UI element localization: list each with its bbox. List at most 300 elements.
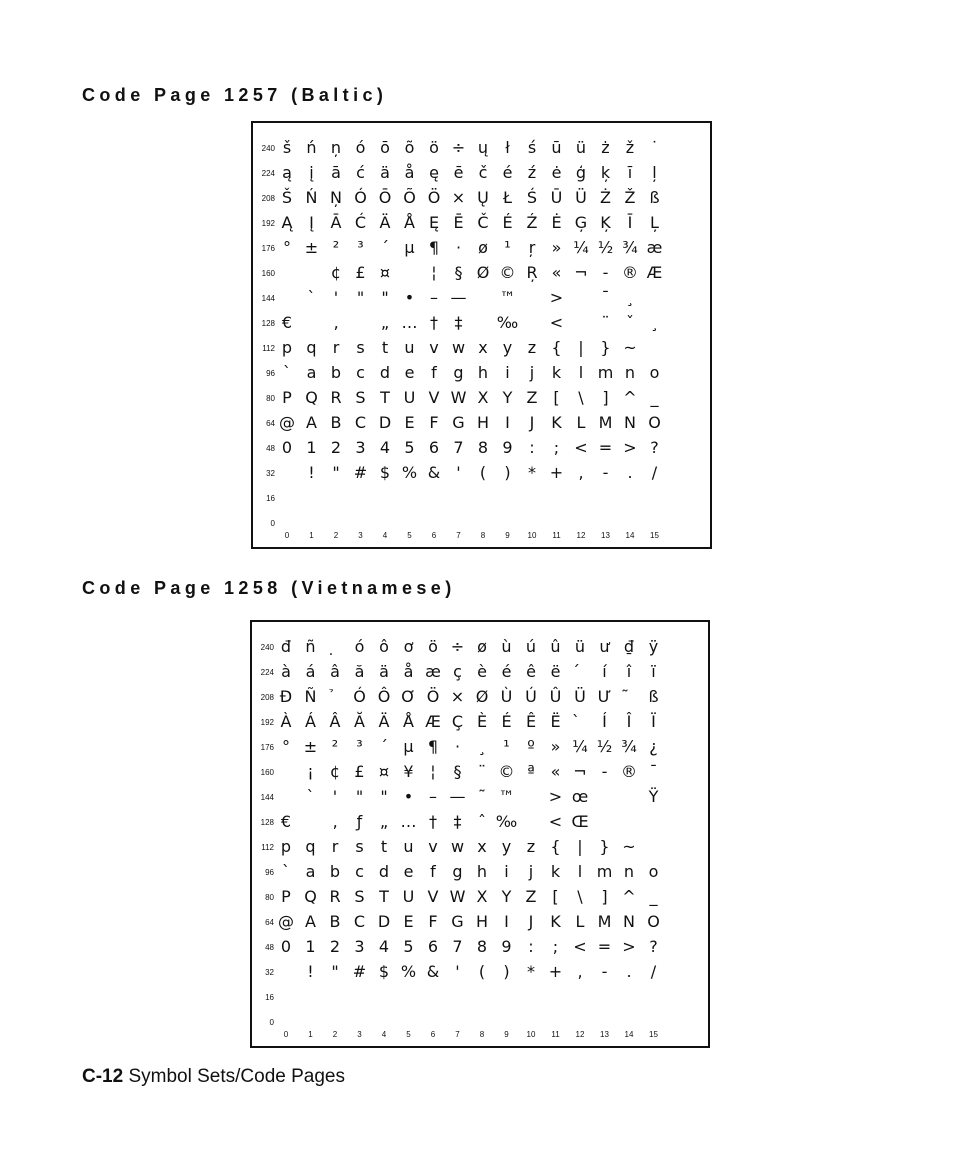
glyph-cell: j	[529, 363, 535, 382]
glyph-cell: "	[332, 463, 340, 482]
glyph-cell: S	[355, 388, 366, 407]
glyph-cell: l	[578, 363, 584, 382]
glyph-cell: Ö	[427, 188, 441, 207]
glyph-cell: Å	[403, 712, 414, 731]
glyph-cell: '	[455, 962, 460, 981]
glyph-cell: ü	[574, 637, 586, 656]
glyph-cell: @	[279, 413, 295, 432]
column-label: 5	[406, 1030, 411, 1039]
row-label: 80	[266, 394, 275, 403]
glyph-cell: 2	[329, 937, 341, 956]
glyph-cell: ¹	[504, 238, 511, 257]
glyph-cell: 0	[280, 937, 292, 956]
glyph-cell: /	[650, 962, 657, 981]
glyph-cell: ÿ	[648, 637, 659, 656]
column-label: 15	[650, 531, 659, 540]
column-label: 11	[552, 531, 561, 540]
glyph-cell: -	[602, 463, 609, 482]
glyph-cell: ¦	[430, 762, 436, 781]
row-label: 0	[270, 519, 275, 528]
column-label: 10	[527, 531, 537, 540]
column-label: 3	[357, 1030, 362, 1039]
glyph-cell: >	[623, 438, 637, 457]
glyph-cell: Â	[329, 712, 341, 731]
glyph-cell: M	[597, 912, 612, 931]
glyph-cell: a	[306, 363, 317, 382]
glyph-cell: Æ	[646, 263, 663, 282]
glyph-cell: ž	[625, 138, 635, 157]
glyph-cell: ų	[477, 138, 489, 157]
glyph-cell: ©	[498, 762, 515, 781]
glyph-cell: ż	[601, 138, 610, 157]
glyph-cell: Ë	[550, 712, 561, 731]
glyph-cell: z	[526, 837, 536, 856]
glyph-cell: ®	[621, 762, 637, 781]
glyph-cell: 3	[354, 937, 365, 956]
glyph-cell: "	[331, 962, 339, 981]
glyph-cell: ¿	[649, 737, 658, 756]
glyph-cell: z	[527, 338, 537, 357]
glyph-cell: 2	[330, 438, 342, 457]
glyph-cell: È	[476, 712, 488, 731]
glyph-cell: D	[378, 413, 392, 432]
row-label: 48	[265, 943, 274, 952]
row-label: 16	[266, 494, 275, 503]
glyph-cell: º	[527, 737, 535, 756]
glyph-cell: «	[550, 762, 561, 781]
glyph-cell: ,	[578, 463, 584, 482]
glyph-cell: W	[449, 887, 466, 906]
glyph-cell: n	[623, 862, 635, 881]
glyph-cell: ¨	[601, 313, 610, 332]
glyph-cell: †	[430, 313, 438, 332]
glyph-cell: Š	[281, 188, 293, 207]
column-label: 8	[479, 1030, 485, 1039]
glyph-cell: 9	[501, 937, 512, 956]
glyph-cell: ö	[429, 138, 439, 157]
column-label: 9	[505, 531, 510, 540]
code-page-1258-table	[250, 620, 710, 1048]
row-label: 80	[265, 893, 274, 902]
glyph-cell: y	[501, 837, 512, 856]
glyph-cell: æ	[646, 238, 663, 257]
glyph-cell: î	[626, 662, 632, 681]
glyph-cell: X	[477, 388, 489, 407]
glyph-cell: P	[281, 887, 291, 906]
glyph-cell: ¦	[431, 263, 437, 282]
glyph-cell: ¯	[601, 288, 610, 307]
glyph-cell: ]	[601, 887, 608, 906]
glyph-cell: ¶	[427, 737, 439, 756]
glyph-cell: )	[503, 962, 510, 981]
column-label: 13	[600, 1030, 609, 1039]
glyph-cell: ł	[505, 138, 510, 157]
glyph-cell: Ļ	[650, 213, 659, 232]
glyph-cell: .	[627, 463, 633, 482]
glyph-cell: t	[381, 338, 389, 357]
glyph-cell: <	[574, 438, 588, 457]
glyph-cell: đ	[280, 637, 292, 656]
column-label: 14	[624, 1030, 634, 1039]
glyph-cell: !	[308, 463, 315, 482]
glyph-cell: c	[356, 363, 365, 382]
glyph-cell: <	[548, 812, 563, 831]
glyph-cell: É	[502, 213, 513, 232]
glyph-cell: Ù	[500, 687, 513, 706]
row-label: 48	[266, 444, 275, 453]
glyph-cell: ą	[282, 163, 292, 182]
glyph-cell: ™	[498, 787, 515, 806]
glyph-cell: =	[598, 438, 613, 457]
glyph-cell: „	[379, 812, 389, 831]
glyph-cell: ģ	[575, 163, 587, 182]
glyph-cell: S	[354, 887, 365, 906]
glyph-cell: Ę	[428, 213, 440, 232]
glyph-cell: ª	[527, 762, 535, 781]
glyph-cell: Ģ	[574, 213, 588, 232]
glyph-cell: ¼	[572, 737, 588, 756]
column-label: 0	[283, 1030, 289, 1039]
glyph-cell: Ķ	[600, 213, 611, 232]
glyph-cell: ī	[627, 163, 633, 182]
glyph-cell: %	[401, 463, 418, 482]
glyph-cell: #	[352, 962, 367, 981]
glyph-cell: F	[428, 912, 438, 931]
code-page-1257-table	[251, 121, 712, 549]
glyph-cell: Ü	[575, 188, 587, 207]
glyph-cell: g	[453, 363, 464, 382]
glyph-cell: R	[329, 887, 341, 906]
glyph-cell: ˙	[650, 138, 659, 157]
glyph-cell: y	[502, 338, 513, 357]
glyph-cell: Z	[526, 388, 538, 407]
glyph-cell: Ê	[525, 712, 537, 731]
glyph-cell: ¡	[307, 762, 314, 781]
glyph-cell: ¨	[478, 762, 486, 781]
row-label: 96	[265, 868, 274, 877]
glyph-cell: ú	[525, 637, 537, 656]
row-label: 208	[261, 194, 275, 203]
glyph-cell: 4	[378, 937, 390, 956]
row-label: 16	[265, 993, 274, 1002]
glyph-cell: "	[380, 787, 388, 806]
column-label: 12	[576, 531, 586, 540]
glyph-cell: Õ	[403, 188, 416, 207]
glyph-cell: Î	[626, 712, 632, 731]
glyph-cell: }	[599, 837, 610, 856]
glyph-cell: ³	[357, 238, 364, 257]
glyph-cell: s	[355, 837, 364, 856]
glyph-cell: ¬	[573, 762, 587, 781]
column-label: 2	[332, 1030, 338, 1039]
glyph-cell: J	[529, 413, 535, 432]
glyph-cell: 5	[403, 937, 414, 956]
glyph-cell: E	[404, 413, 415, 432]
glyph-cell: Ä	[379, 213, 391, 232]
row-label: 0	[269, 1018, 274, 1027]
glyph-cell: N	[624, 413, 636, 432]
glyph-cell: &	[427, 463, 441, 482]
glyph-cell: ‡	[454, 313, 463, 332]
glyph-cell: á	[305, 662, 316, 681]
glyph-cell: ß	[649, 188, 660, 207]
glyph-cell: ‚	[333, 313, 339, 332]
glyph-cell: v	[428, 837, 438, 856]
glyph-cell: I	[504, 912, 509, 931]
glyph-cell: †	[429, 812, 437, 831]
column-label: 12	[575, 1030, 585, 1039]
glyph-cell: §	[454, 263, 463, 282]
glyph-cell: €	[281, 313, 293, 332]
glyph-cell: 7	[453, 438, 464, 457]
glyph-cell: b	[329, 862, 341, 881]
glyph-cell: ³	[356, 737, 363, 756]
column-label: 2	[333, 531, 339, 540]
glyph-cell: F	[429, 413, 439, 432]
glyph-cell: ]	[602, 388, 609, 407]
column-label: 13	[601, 531, 610, 540]
glyph-cell: s	[356, 338, 365, 357]
glyph-cell: U	[403, 388, 416, 407]
glyph-cell: t	[380, 837, 388, 856]
glyph-cell: :	[529, 438, 535, 457]
glyph-cell: Ł	[503, 188, 512, 207]
column-label: 4	[382, 531, 388, 540]
glyph-cell: ®	[622, 263, 638, 282]
glyph-cell: -	[601, 962, 608, 981]
glyph-cell: °	[282, 737, 290, 756]
glyph-cell: å	[404, 163, 415, 182]
glyph-cell: R	[330, 388, 342, 407]
glyph-cell: '	[333, 288, 339, 307]
glyph-cell: í	[602, 662, 607, 681]
glyph-cell: ¾	[621, 737, 637, 756]
column-label: 11	[551, 1030, 560, 1039]
glyph-cell: i	[505, 363, 510, 382]
glyph-cell: C	[354, 413, 367, 432]
glyph-cell: »	[551, 238, 562, 257]
glyph-cell: 7	[452, 937, 463, 956]
glyph-cell: m	[596, 862, 613, 881]
glyph-cell: ć	[356, 163, 365, 182]
glyph-cell: Đ	[279, 687, 293, 706]
glyph-cell: `	[282, 862, 290, 881]
glyph-cell: W	[450, 388, 467, 407]
glyph-cell: Ü	[574, 687, 586, 706]
glyph-cell: Ć	[354, 213, 367, 232]
glyph-cell: õ	[404, 138, 415, 157]
glyph-cell: ź	[527, 163, 537, 182]
glyph-cell: Ø	[476, 263, 490, 282]
glyph-cell: d	[379, 363, 391, 382]
glyph-cell: (	[479, 463, 487, 482]
glyph-cell: 3	[355, 438, 366, 457]
glyph-cell: ø	[477, 637, 487, 656]
glyph-cell: ¸	[650, 313, 659, 332]
glyph-cell: |	[577, 837, 583, 856]
row-label: 208	[260, 693, 274, 702]
glyph-cell: ©	[499, 263, 516, 282]
glyph-cell: â	[330, 662, 340, 681]
glyph-cell: 8	[476, 937, 488, 956]
glyph-cell: Ē	[453, 213, 464, 232]
glyph-cell: G	[451, 912, 464, 931]
row-label: 64	[266, 419, 275, 428]
glyph-cell	[617, 687, 641, 707]
glyph-cell: °	[283, 238, 291, 257]
glyph-cell: ļ	[652, 163, 657, 182]
glyph-cell: p	[281, 338, 293, 357]
glyph-cell: \	[577, 887, 583, 906]
row-label: 144	[261, 294, 275, 303]
glyph-cell: '	[456, 463, 461, 482]
glyph-cell: ¯	[649, 762, 658, 781]
column-label: 10	[526, 1030, 536, 1039]
glyph-cell: ė	[551, 163, 562, 182]
column-label: 1	[308, 1030, 313, 1039]
glyph-cell: <	[549, 313, 564, 332]
glyph-cell: Ă	[354, 712, 365, 731]
glyph-cell: µ	[404, 238, 415, 257]
glyph-cell: ^	[622, 887, 636, 906]
glyph-cell: ¶	[428, 238, 440, 257]
glyph-cell: –	[430, 288, 438, 307]
glyph-cell: ‚	[332, 812, 338, 831]
glyph-cell: ×	[451, 188, 466, 207]
glyph-cell: H	[475, 912, 489, 931]
glyph-cell: Ơ	[401, 687, 416, 706]
glyph-cell: Ų	[477, 188, 489, 207]
glyph-cell: ƒ	[356, 812, 363, 831]
glyph-cell: Q	[304, 887, 317, 906]
glyph-cell: @	[278, 912, 294, 931]
glyph-cell: O	[648, 413, 661, 432]
glyph-cell: Ż	[600, 188, 611, 207]
glyph-cell: Ė	[551, 213, 562, 232]
glyph-cell: £	[355, 263, 366, 282]
row-label: 32	[265, 968, 274, 977]
glyph-cell: }	[600, 338, 611, 357]
glyph-cell: ¸	[478, 737, 486, 756]
footer-label: Symbol Sets/Code Pages	[128, 1066, 345, 1087]
glyph-cell: Û	[549, 687, 562, 706]
column-label: 5	[407, 531, 412, 540]
glyph-cell: ē	[453, 163, 464, 182]
section-title-baltic: Code Page 1257 (Baltic)	[82, 85, 388, 105]
glyph-cell: •	[404, 288, 415, 307]
glyph-cell: ₫	[623, 637, 635, 656]
glyph-cell	[323, 637, 347, 657]
glyph-cell: A	[306, 413, 317, 432]
glyph-cell: w	[450, 837, 465, 856]
glyph-cell: <	[573, 937, 587, 956]
glyph-cell: ä	[379, 662, 389, 681]
glyph-cell: B	[329, 912, 341, 931]
glyph-cell: ă	[354, 662, 365, 681]
glyph-cell: ó	[355, 138, 366, 157]
glyph-cell: V	[428, 388, 440, 407]
glyph-cell: 8	[477, 438, 489, 457]
glyph-cell: ¤	[378, 762, 390, 781]
glyph-cell: —	[450, 288, 467, 307]
glyph-cell: ß	[648, 687, 659, 706]
glyph-cell: ù	[501, 637, 512, 656]
glyph-cell: ç	[453, 662, 462, 681]
glyph-cell: 1	[305, 937, 316, 956]
section-title-vietnamese: Code Page 1258 (Vietnamese)	[82, 578, 456, 598]
glyph-cell: ś	[527, 138, 537, 157]
row-label: 128	[261, 319, 275, 328]
glyph-cell: >	[548, 787, 563, 806]
glyph-cell: ±	[304, 238, 319, 257]
row-label: 192	[261, 219, 275, 228]
glyph-cell: į	[309, 163, 314, 182]
glyph-cell: é	[501, 662, 512, 681]
glyph-cell: Z	[525, 887, 537, 906]
row-label: 176	[261, 244, 275, 253]
glyph-cell: 0	[281, 438, 293, 457]
glyph-cell: ơ	[403, 637, 414, 656]
glyph-cell: $	[378, 962, 390, 981]
glyph-cell: č	[478, 163, 488, 182]
glyph-cell: Ó	[353, 687, 366, 706]
glyph-cell: …	[400, 812, 417, 831]
glyph-cell: L	[576, 413, 586, 432]
glyph-cell: ½	[597, 238, 614, 257]
glyph-cell: `	[306, 787, 315, 806]
column-label: 14	[625, 531, 635, 540]
glyph-cell: ‰	[495, 812, 518, 831]
row-label: 160	[261, 269, 275, 278]
glyph-cell: Ï	[651, 712, 656, 731]
glyph-cell: ˇ	[626, 313, 634, 332]
glyph-cell: 5	[404, 438, 415, 457]
glyph-cell: %	[400, 962, 417, 981]
glyph-cell	[568, 662, 592, 682]
glyph-cell: |	[578, 338, 584, 357]
row-label: 176	[260, 743, 274, 752]
glyph-cell: ´	[381, 238, 389, 257]
glyph-cell: r	[331, 837, 339, 856]
glyph-cell: h	[476, 862, 488, 881]
glyph-cell: Ø	[475, 687, 489, 706]
glyph-cell: å	[403, 662, 414, 681]
glyph-cell: ä	[380, 163, 390, 182]
glyph-cell: µ	[403, 737, 414, 756]
column-label: 7	[456, 531, 461, 540]
glyph-cell: ^	[623, 388, 637, 407]
glyph-cell: „	[380, 313, 390, 332]
glyph-cell: *	[528, 463, 536, 482]
glyph-cell: :	[528, 937, 534, 956]
glyph-cell: £	[354, 762, 365, 781]
glyph-cell: ;	[552, 937, 559, 956]
glyph-cell: {	[551, 338, 562, 357]
glyph-cell: Ī	[627, 213, 633, 232]
glyph-cell: ñ	[305, 637, 316, 656]
glyph-cell: r	[332, 338, 340, 357]
glyph-cell: ·	[455, 238, 462, 257]
row-label: 224	[261, 169, 275, 178]
glyph-cell: h	[477, 363, 489, 382]
glyph-cell: æ	[425, 662, 441, 681]
glyph-cell: Ń	[305, 188, 318, 207]
glyph-cell: Į	[309, 213, 314, 232]
glyph-cell: #	[353, 463, 368, 482]
row-label: 96	[266, 369, 275, 378]
glyph-cell: ÷	[450, 637, 465, 656]
glyph-cell: Ä	[378, 712, 390, 731]
